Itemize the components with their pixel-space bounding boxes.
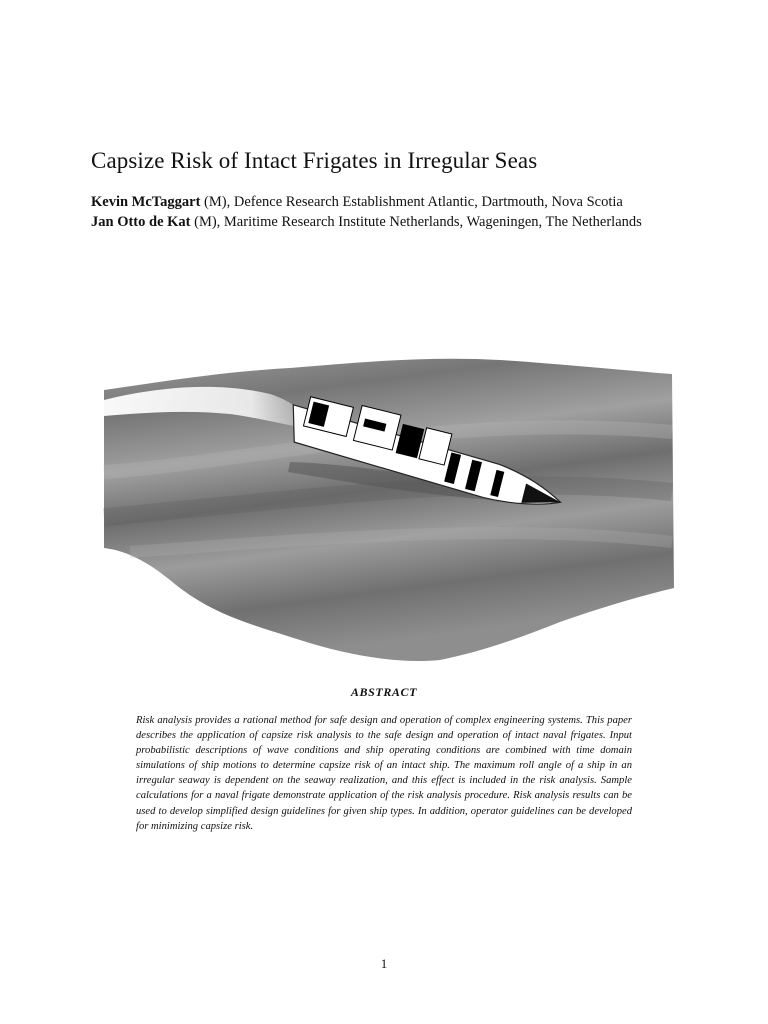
author-line-2 [91, 214, 671, 232]
paper-title: Capsize Risk of Intact Frigates in Irregular Seas [91, 148, 538, 173]
author-name: Kevin McTaggart [91, 194, 201, 210]
page-number: 1 [380, 956, 388, 971]
abstract-heading: ABSTRACT [350, 685, 418, 699]
abstract-body: Risk analysis provides a rational method for safe design and operation of complex engineering systems. This paper describes the application of capsize risk analysis to the safe design and operation of intact naval frigates. Input probabilistic descriptions of wave conditions and ship operating conditions are combined with time domain simulations of ship motions to determine capsize risk of an intact ship. The maximum roll angle of a ship in an irregular seaway is dependent on the seaway realization, and this effect is included in the risk analysis. Sample calculations for a naval frigate demonstrate application of the risk analysis procedure. Risk analysis results can be used to develop simplified design guidelines for given ship types. In addition, operator guidelines can be developed for minimizing capsize risk. [136, 715, 632, 832]
author-block [91, 194, 671, 231]
author-affiliation: (M), Maritime Research Institute Netherlands, Wageningen, The Netherlands [190, 213, 642, 230]
frigate-rendering [100, 352, 678, 664]
author-line-1 [91, 194, 671, 212]
frigate-simulation-figure [100, 352, 678, 664]
author-name: Jan Otto de Kat [91, 213, 191, 230]
author-affiliation: (M), Defence Research Establishment Atlantic, Dartmouth, Nova Scotia [200, 194, 623, 210]
